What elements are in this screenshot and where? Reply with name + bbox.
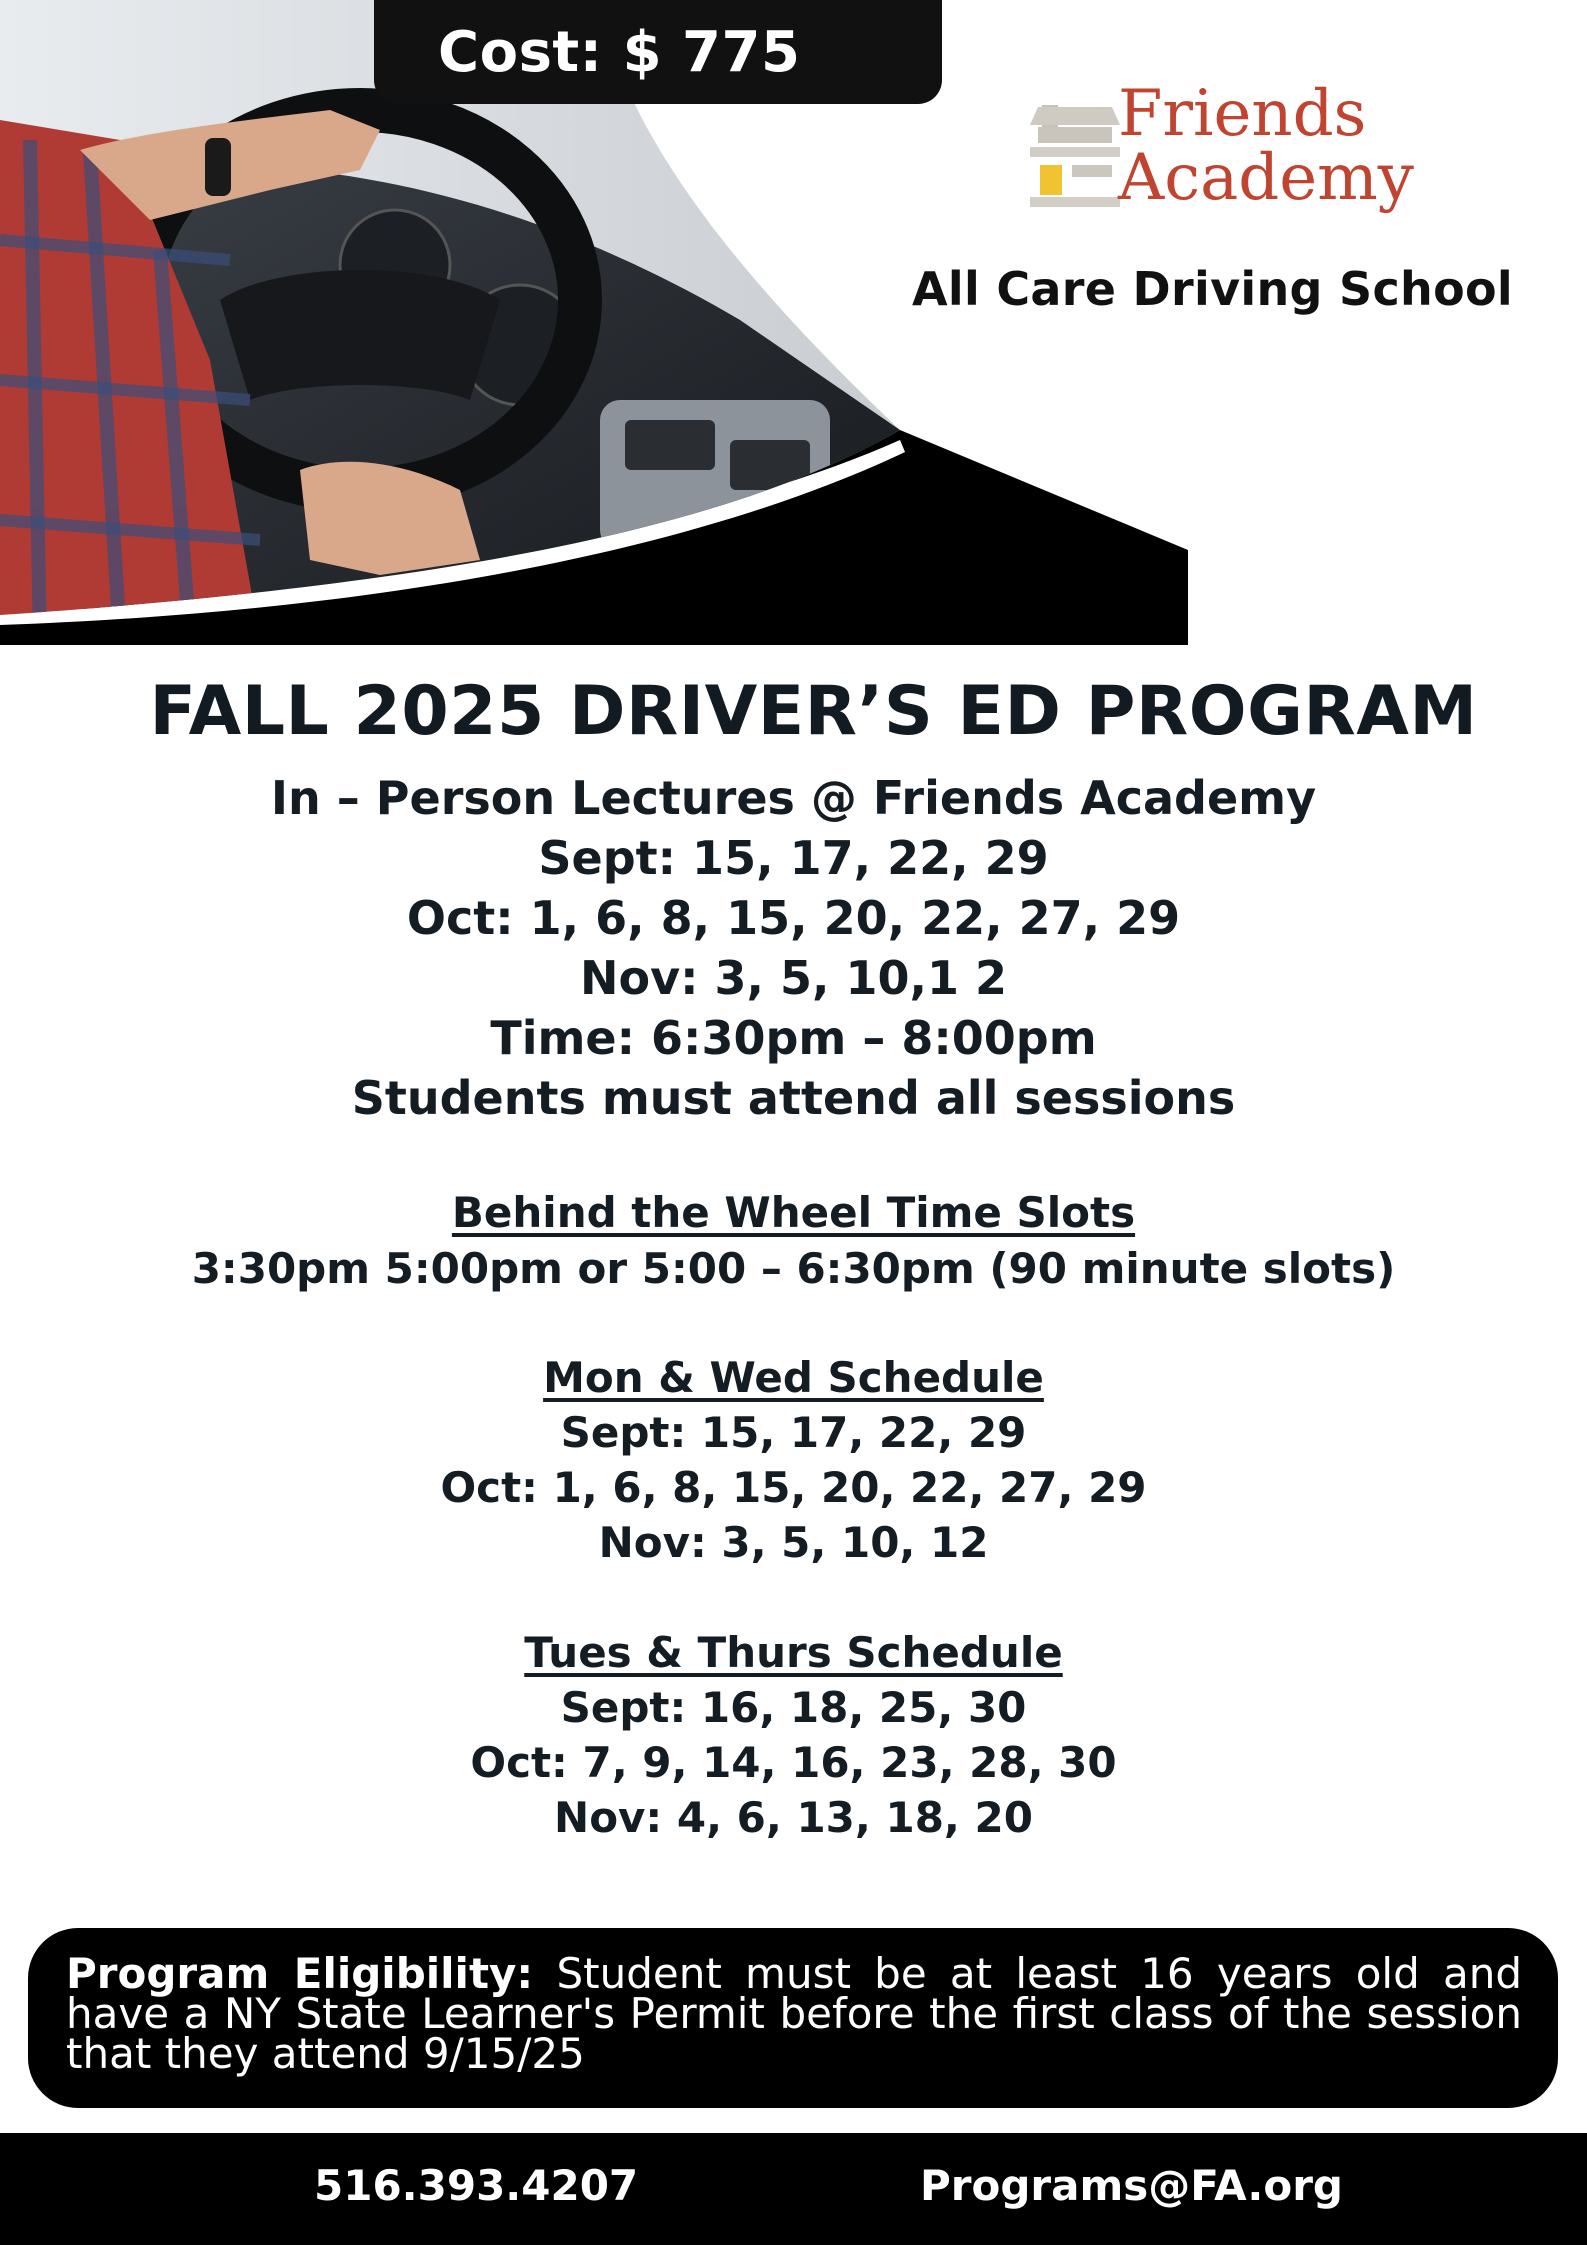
tue-thu-nov: Nov: 4, 6, 13, 18, 20 [554,1793,1033,1842]
eligibility-label: Program Eligibility: [66,1949,534,1998]
mon-wed-nov: Nov: 3, 5, 10, 12 [598,1518,989,1567]
cost-badge [374,0,942,104]
school-name: All Care Driving School [912,262,1513,316]
lectures-heading: In – Person Lectures @ Friends Academy [270,771,1317,825]
lectures-sept: Sept: 15, 17, 22, 29 [538,831,1049,885]
behind-wheel-slots: 3:30pm 5:00pm or 5:00 – 6:30pm (90 minute slots) [191,1244,1396,1293]
tue-thu-heading: Tues & Thurs Schedule [524,1628,1063,1677]
mon-wed-oct: Oct: 1, 6, 8, 15, 20, 22, 27, 29 [440,1463,1147,1512]
eligibility-text: Student must be at least 16 years old and have a NY State Learner's Permit before the first class of the session that they attend 9/15/25 [66,1949,1522,2078]
contact-phone[interactable]: 516.393.4207 [314,2161,639,2210]
footer-bar [0,2133,1587,2245]
eligibility-box [28,1928,1558,2108]
lectures-oct: Oct: 1, 6, 8, 15, 20, 22, 27, 29 [406,891,1181,945]
lectures-nov: Nov: 3, 5, 10,1 2 [579,951,1007,1005]
mon-wed-schedule [0,1350,1587,1570]
tue-thu-schedule [0,1625,1587,1845]
lectures-attendance-note: Students must attend all sessions [351,1071,1236,1125]
lectures-section [0,768,1587,1128]
friends-academy-wordmark [1118,77,1414,215]
tue-thu-oct: Oct: 7, 9, 14, 16, 23, 28, 30 [470,1738,1117,1787]
behind-wheel-section [0,1185,1587,1297]
page-title: FALL 2025 DRIVER’S ED PROGRAM [149,672,1478,751]
logo-line-2: Academy [1118,141,1414,215]
cost-label: Cost: $ 775 [438,19,801,85]
mon-wed-heading: Mon & Wed Schedule [543,1353,1044,1402]
mon-wed-sept: Sept: 15, 17, 22, 29 [560,1408,1027,1457]
behind-wheel-heading: Behind the Wheel Time Slots [451,1188,1136,1237]
lectures-time: Time: 6:30pm – 8:00pm [490,1011,1097,1065]
logo-line-1: Friends [1118,77,1367,151]
contact-email[interactable]: Programs@FA.org [920,2161,1343,2210]
tue-thu-sept: Sept: 16, 18, 25, 30 [560,1683,1027,1732]
